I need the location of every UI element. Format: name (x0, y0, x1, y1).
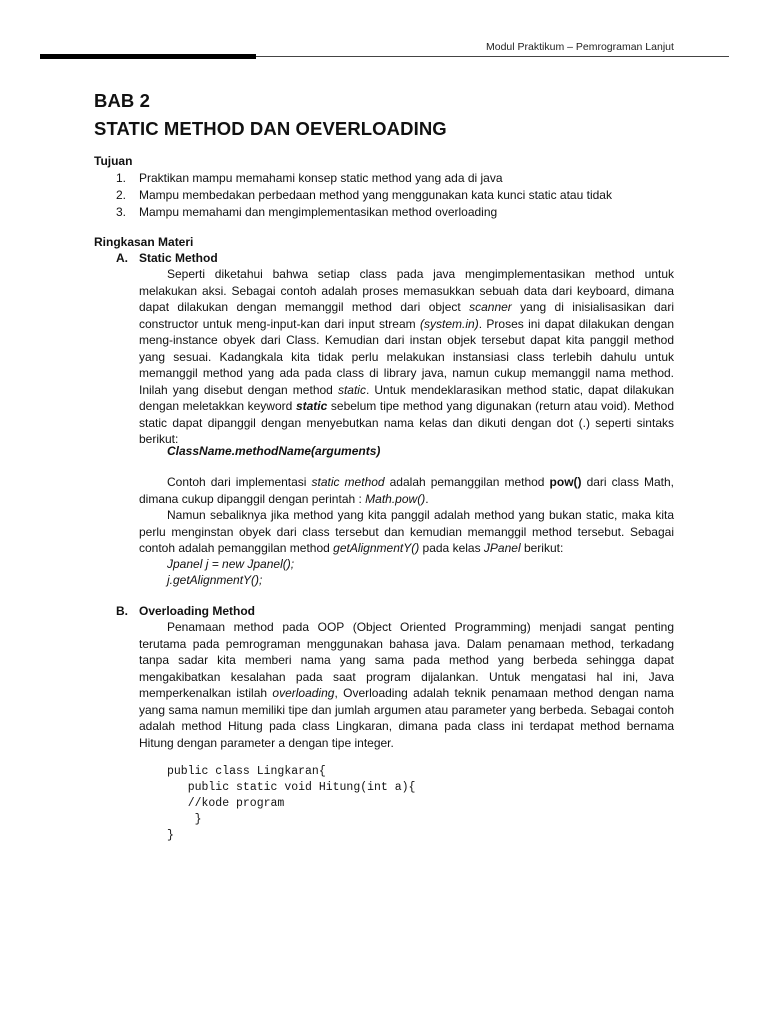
subsection-letter: B. (116, 604, 128, 618)
list-item (94, 204, 694, 221)
chapter-heading (94, 87, 694, 143)
code-block (167, 764, 415, 844)
code-line: public class Lingkaran{ (167, 765, 326, 778)
subsection-title: Overloading Method (139, 604, 256, 618)
overloading-paragraph: Penamaan method pada OOP (Object Oriented Programming) menjadi sangat penting terutama pada pemrograman menggunakan bahasa java. Dalam penamaan method, terkadang tanpa sadar kita memberi nama yang sama pada method yang berbeda sehingga dapat mengakibatkan kesalahan pada saat program dijalankan. Untuk mengatasi hal ini, Java memperkenalkan istilah overloading, Overloading adalah teknik penamaan method dengan nama yang sama namun memiliki tipe dan jumlah argumen atau parameter yang berbeda. Sebagai contoh adalah method Hitung pada class Lingkaran, dimana pada class ini terdapat method bernama Hitung dengan parameter a dengan tipe integer. (139, 620, 674, 750)
subsection-letter: A. (116, 251, 128, 265)
non-static-paragraph: Namun sebaliknya jika method yang kita panggil adalah method yang bukan static, maka kita perlu menginstan obyek dari class tersebut dan kemudian memanggil method tersebut. Sebagai contoh adalah pemanggilan method getAlignmentY() pada kelas JPanel berikut: (139, 508, 674, 555)
tujuan-heading: Tujuan (94, 154, 133, 168)
subsection-title: Static Method (139, 251, 218, 265)
list-text: Praktikan mampu memahami konsep static method yang ada di java (139, 171, 503, 185)
syntax-example: ClassName.methodName(arguments) (167, 444, 381, 458)
subsection-a-heading (94, 250, 218, 266)
code-line: public static void Hitung(int a){ (167, 781, 416, 794)
code-line: } (167, 829, 174, 842)
running-header: Modul Praktikum – Pemrograman Lanjut (486, 41, 674, 53)
list-item (94, 187, 694, 204)
chapter-title: STATIC METHOD DAN OEVERLOADING (94, 118, 447, 139)
code-example-line-2: j.getAlignmentY(); (167, 573, 263, 587)
chapter-number: BAB 2 (94, 90, 151, 111)
static-method-paragraph: Seperti diketahui bahwa setiap class pada java mengimplementasikan method untuk melakukan aksi. Sebagai contoh adalah proses memasukkan sebuah data dari keyboard, dimana dapat dilakukan dengan memanggil method dari object scanner yang di inisialisasikan dari constructor untuk meng-input-kan dari input stream (system.in). Proses ini dapat dilakukan dengan meng-instance obyek dari Class. Kemudian dari instan objek tersebut dapat kita panggil method yang sesuai. Kadangkala kita tidak perlu melakukan instansiasi class terlebih dahulu untuk memanggil method yang ada pada class di library java, namun cukup memanggil nama method. Inilah yang disebut dengan method static. Untuk mendeklarasikan method static, dapat dilakukan dengan meletakkan keyword static sebelum tipe method yang digunakan (return atau void). Method static dapat dipanggil dengan menyebutkan nama kelas dan dikuti dengan dot (.) seperti sintaks berikut: (139, 267, 675, 446)
list-item (94, 170, 694, 187)
ringkasan-heading: Ringkasan Materi (94, 235, 194, 249)
list-number: 3. (116, 205, 127, 219)
subsection-b-heading (94, 603, 255, 619)
list-text: Mampu memahami dan mengimplementasikan method overloading (139, 205, 498, 219)
list-number: 1. (116, 171, 127, 185)
code-line: //kode program (173, 797, 285, 810)
tujuan-list (94, 170, 694, 221)
header-rule-thin (256, 56, 729, 57)
pow-example-paragraph: Contoh dari implementasi static method adalah pemanggilan method pow() dari class Math, dimana cukup dipanggil dengan perintah : Math.pow(). (139, 475, 674, 506)
list-text: Mampu membedakan perbedaan method yang menggunakan kata kunci static atau tidak (139, 188, 612, 202)
header-rule-thick (40, 54, 256, 59)
list-number: 2. (116, 188, 127, 202)
code-example-line-1: Jpanel j = new Jpanel(); (167, 557, 295, 571)
code-line: } (173, 813, 202, 826)
